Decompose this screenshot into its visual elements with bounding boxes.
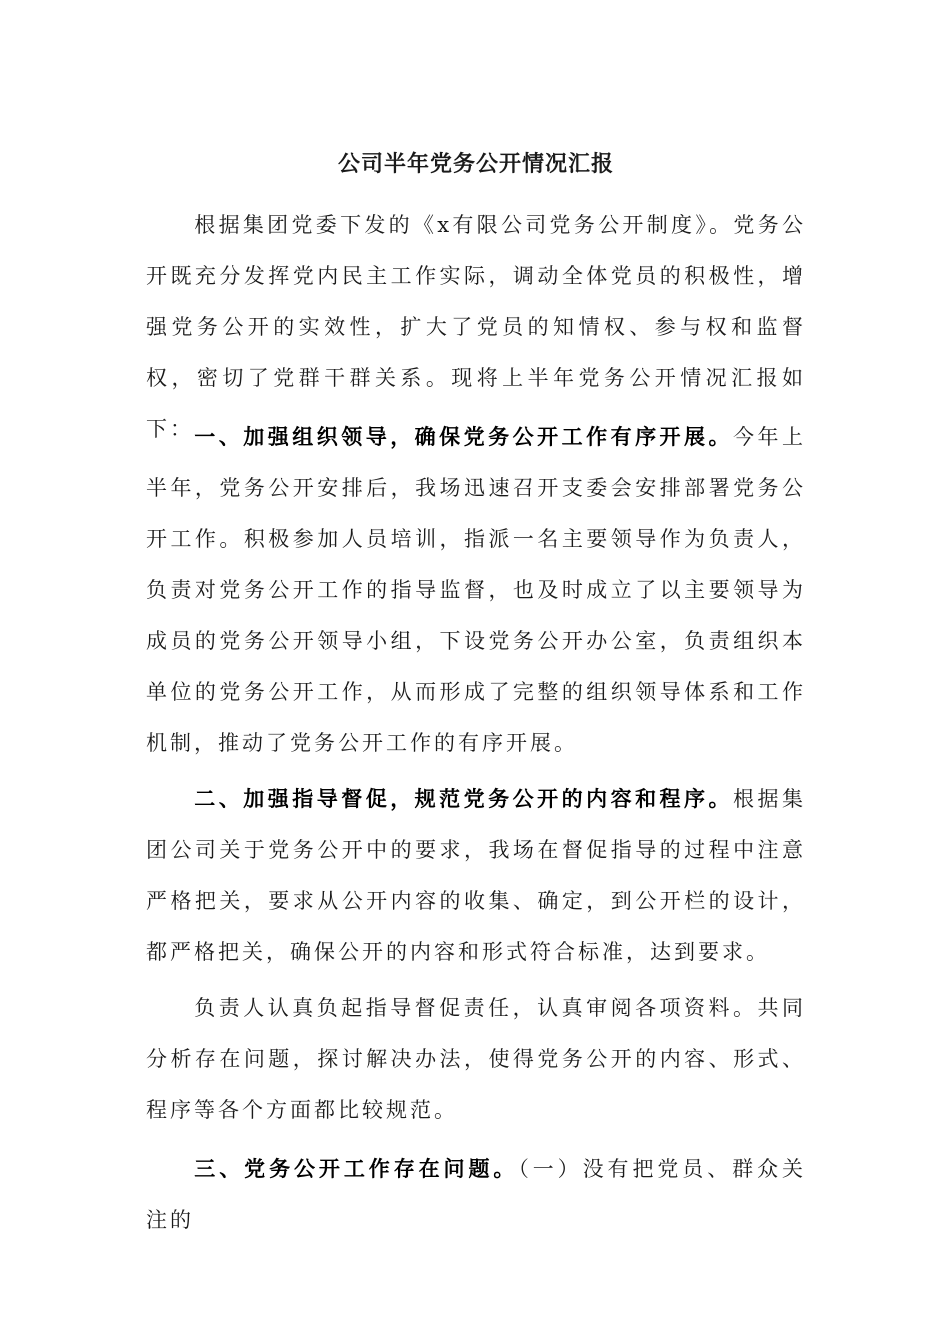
paragraph-section-1	[146, 411, 806, 769]
paragraph-text: 根据集团党委下发的《x有限公司党务公开制度》。党务公开既充分发挥党内民主工作实际，调动全体党员的积极性，增强党务公开的实效性，扩大了党员的知情权、参与权和监督权，密切了党群干群关系。现将上半年党务公开情况汇报如下：	[146, 213, 806, 441]
paragraph-section-2-detail	[146, 983, 806, 1136]
paragraph-text: 负责人认真负起指导督促责任，认真审阅各项资料。共同分析存在问题，探讨解决办法，使得党务公开的内容、形式、程序等各个方面都比较规范。	[146, 996, 806, 1122]
paragraph-section-3	[146, 1143, 806, 1246]
section-heading: 三、党务公开工作存在问题。	[194, 1156, 519, 1181]
section-heading: 一、加强组织领导，确保党务公开工作有序开展。	[194, 424, 734, 449]
section-heading: 二、加强指导督促，规范党务公开的内容和程序。	[194, 786, 734, 811]
paragraph-text: 今年上半年，党务公开安排后，我场迅速召开支委会安排部署党务公开工作。积极参加人员培训，指派一名主要领导作为负责人，负责对党务公开工作的指导监督，也及时成立了以主要领导为成员的党务公开领导小组，下设党务公开办公室，负责组织本单位的党务公开工作，从而形成了完整的组织领导体系和工作机制，推动了党务公开工作的有序开展。	[146, 425, 807, 755]
paragraph-text: 根据集团公司关于党务公开中的要求，我场在督促指导的过程中注意严格把关，要求从公开内容的收集、确定，到公开栏的设计，都严格把关，确保公开的内容和形式符合标准，达到要求。	[146, 787, 807, 964]
paragraph-text: （一）没有把党员、群众关注的	[146, 1157, 807, 1232]
document-title: 公司半年党务公开情况汇报	[337, 151, 614, 177]
paragraph-section-2	[146, 773, 806, 978]
